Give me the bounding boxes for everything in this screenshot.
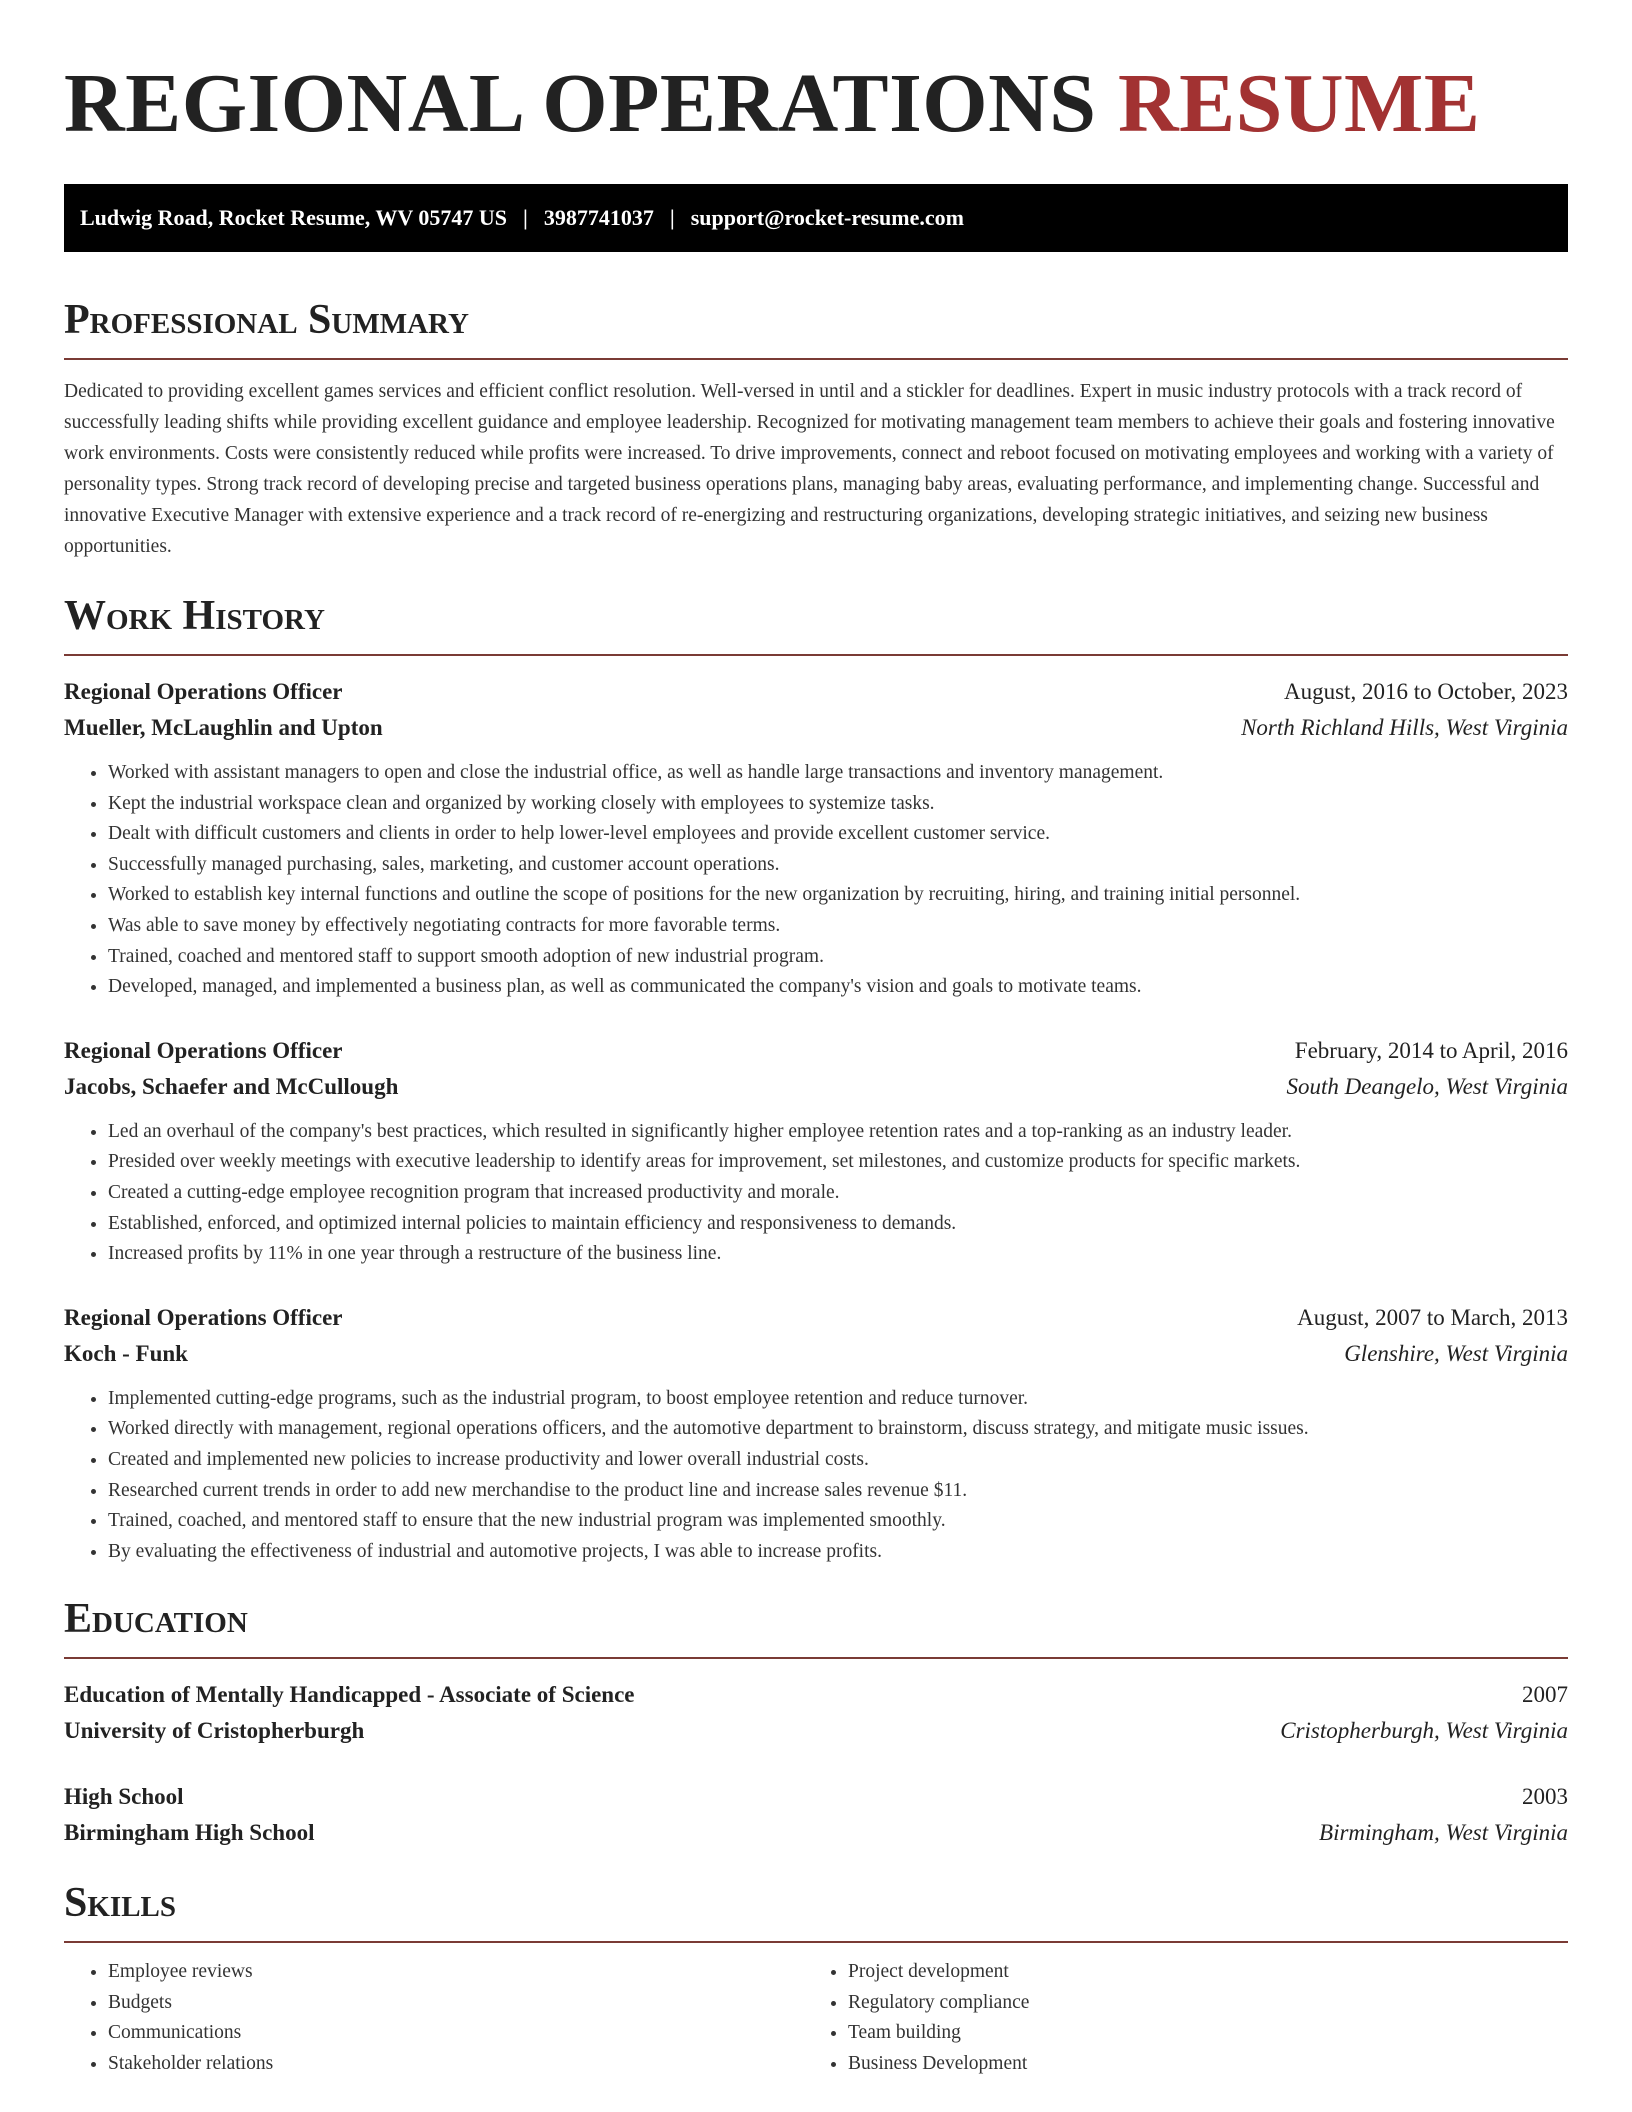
skill-item: • Regulatory compliance bbox=[848, 1988, 1564, 2019]
job-dates: August, 2016 to October, 2023 bbox=[1284, 679, 1568, 704]
job-bullets bbox=[64, 1117, 1568, 1270]
skill-item: • Communications bbox=[108, 2018, 804, 2049]
contact-phone: 3987741037 bbox=[543, 205, 654, 230]
education-school: Birmingham High School bbox=[64, 1820, 315, 1846]
job-bullet: • Led an overhaul of the company's best practices, which resulted in significantly higher employee retention rates and a top-ranking as an industry leader. bbox=[108, 1117, 1568, 1148]
job-bullet: • Researched current trends in order to add new merchandise to the product line and increase sales revenue $11. bbox=[108, 1476, 1568, 1507]
skill-item: • Budgets bbox=[108, 1988, 804, 2019]
education-year: 2007 bbox=[1522, 1682, 1568, 1708]
title-accent: RESUME bbox=[1117, 57, 1481, 150]
job-company: Mueller, McLaughlin and Upton bbox=[64, 715, 383, 740]
education-location: Birmingham, West Virginia bbox=[1319, 1820, 1568, 1846]
job-bullet: • Dealt with difficult customers and clients in order to help lower-level employees and provide excellent customer service. bbox=[108, 819, 1568, 850]
job-bullet: • Established, enforced, and optimized internal policies to maintain efficiency and responsiveness to demands. bbox=[108, 1209, 1568, 1240]
education-school-row bbox=[64, 1815, 1568, 1851]
skill-item: • Business Development bbox=[848, 2049, 1564, 2080]
job-bullet: • Successfully managed purchasing, sales, marketing, and customer account operations. bbox=[108, 850, 1568, 881]
skills-column-left bbox=[64, 1957, 804, 2079]
education-entry bbox=[64, 1779, 1568, 1851]
job-company: Jacobs, Schaefer and McCullough bbox=[64, 1073, 399, 1099]
job-bullet: • Worked directly with management, regional operations officers, and the automotive department to brainstorm, discuss strategy, and mitigate music issues. bbox=[108, 1414, 1568, 1445]
education-heading: Education bbox=[64, 1595, 1568, 1659]
skills-heading: Skills bbox=[64, 1879, 1568, 1943]
contact-bar bbox=[64, 184, 1568, 252]
job-bullet: • Worked with assistant managers to open and close the industrial office, as well as handle large transactions and inventory management. bbox=[108, 758, 1568, 789]
job-title: Regional Operations Officer bbox=[64, 1304, 343, 1330]
job-title: Regional Operations Officer bbox=[64, 1037, 343, 1063]
education-entry bbox=[64, 1677, 1568, 1749]
job-dates: February, 2014 to April, 2016 bbox=[1294, 1037, 1568, 1063]
job-company: Koch - Funk bbox=[64, 1340, 188, 1366]
job-entry bbox=[64, 674, 1568, 1003]
contact-separator: | bbox=[523, 205, 528, 230]
job-bullet: • Implemented cutting-edge programs, such as the industrial program, to boost employee retention and reduce turnover. bbox=[108, 1384, 1568, 1415]
job-bullet: • By evaluating the effectiveness of industrial and automotive projects, I was able to increase profits. bbox=[108, 1537, 1568, 1568]
job-header-row bbox=[64, 674, 1568, 710]
job-header-row bbox=[64, 1300, 1568, 1336]
education-school: University of Cristopherburgh bbox=[64, 1718, 365, 1744]
job-bullet: • Presided over weekly meetings with executive leadership to identify areas for improvement, set milestones, and customize products for specific markets. bbox=[108, 1147, 1568, 1178]
job-bullet: • Was able to save money by effectively negotiating contracts for more favorable terms. bbox=[108, 911, 1568, 942]
contact-address: Ludwig Road, Rocket Resume, WV 05747 US bbox=[80, 205, 508, 230]
title-main: REGIONAL OPERATIONS bbox=[64, 57, 1097, 150]
education-location: Cristopherburgh, West Virginia bbox=[1280, 1718, 1568, 1744]
summary-heading: Professional Summary bbox=[64, 296, 1568, 360]
job-location: South Deangelo, West Virginia bbox=[1286, 1073, 1568, 1099]
job-location: North Richland Hills, West Virginia bbox=[1241, 715, 1568, 740]
resume-title bbox=[64, 58, 1568, 150]
job-company-row bbox=[64, 710, 1568, 746]
job-bullets bbox=[64, 758, 1568, 1003]
education-year: 2003 bbox=[1522, 1784, 1568, 1810]
job-location: Glenshire, West Virginia bbox=[1344, 1340, 1568, 1366]
job-bullet: • Trained, coached, and mentored staff to ensure that the new industrial program was implemented smoothly. bbox=[108, 1506, 1568, 1537]
job-entry bbox=[64, 1033, 1568, 1270]
job-title: Regional Operations Officer bbox=[64, 679, 343, 704]
resume-page bbox=[64, 0, 1568, 2080]
job-bullet: • Increased profits by 11% in one year through a restructure of the business line. bbox=[108, 1239, 1568, 1270]
skill-item: • Employee reviews bbox=[108, 1957, 804, 1988]
job-bullets bbox=[64, 1384, 1568, 1568]
job-entry bbox=[64, 1300, 1568, 1568]
contact-email: support@rocket-resume.com bbox=[690, 205, 964, 230]
job-bullet: • Trained, coached and mentored staff to support smooth adoption of new industrial program. bbox=[108, 942, 1568, 973]
skills-list bbox=[64, 1957, 1568, 2079]
job-dates: August, 2007 to March, 2013 bbox=[1297, 1304, 1568, 1330]
job-header-row bbox=[64, 1033, 1568, 1069]
skill-item: • Team building bbox=[848, 2018, 1564, 2049]
job-bullet: • Worked to establish key internal functions and outline the scope of positions for the new organization by recruiting, hiring, and training initial personnel. bbox=[108, 880, 1568, 911]
job-bullet: • Created and implemented new policies to increase productivity and lower overall industrial costs. bbox=[108, 1445, 1568, 1476]
summary-text: Dedicated to providing excellent games services and efficient conflict resolution. Well-versed in until and a stickler for deadlines. Expert in music industry protocols with a track record of successfully leading shifts while providing excellent guidance and employee leadership. Recognized for motivating management team members to achieve their goals and fostering innovative work environments. Costs were consistently reduced while profits were increased. To drive improvements, connect and reboot focused on motivating employees and working with a variety of personality types. Strong track record of developing precise and targeted business operations plans, managing baby areas, evaluating performance, and implementing change. Successful and innovative Executive Manager with extensive experience and a track record of re-energizing and restructuring organizations, developing strategic initiatives, and seizing new business opportunities. bbox=[64, 381, 1555, 557]
job-bullet: • Developed, managed, and implemented a business plan, as well as communicated the company's vision and goals to motivate teams. bbox=[108, 972, 1568, 1003]
contact-separator: | bbox=[669, 205, 675, 230]
job-company-row bbox=[64, 1069, 1568, 1105]
work-history-heading: Work History bbox=[64, 592, 1568, 656]
job-bullet: • Kept the industrial workspace clean and organized by working closely with employees to systemize tasks. bbox=[108, 789, 1568, 820]
job-bullet: • Created a cutting-edge employee recognition program that increased productivity and morale. bbox=[108, 1178, 1568, 1209]
job-company-row bbox=[64, 1336, 1568, 1372]
education-degree-row bbox=[64, 1779, 1568, 1815]
skill-item: • Project development bbox=[848, 1957, 1564, 1988]
education-degree: Education of Mentally Handicapped - Associate of Science bbox=[64, 1682, 635, 1708]
skill-item: • Stakeholder relations bbox=[108, 2049, 804, 2080]
education-degree-row bbox=[64, 1677, 1568, 1713]
education-degree: High School bbox=[64, 1784, 184, 1810]
education-school-row bbox=[64, 1713, 1568, 1749]
skills-column-right bbox=[804, 1957, 1564, 2079]
